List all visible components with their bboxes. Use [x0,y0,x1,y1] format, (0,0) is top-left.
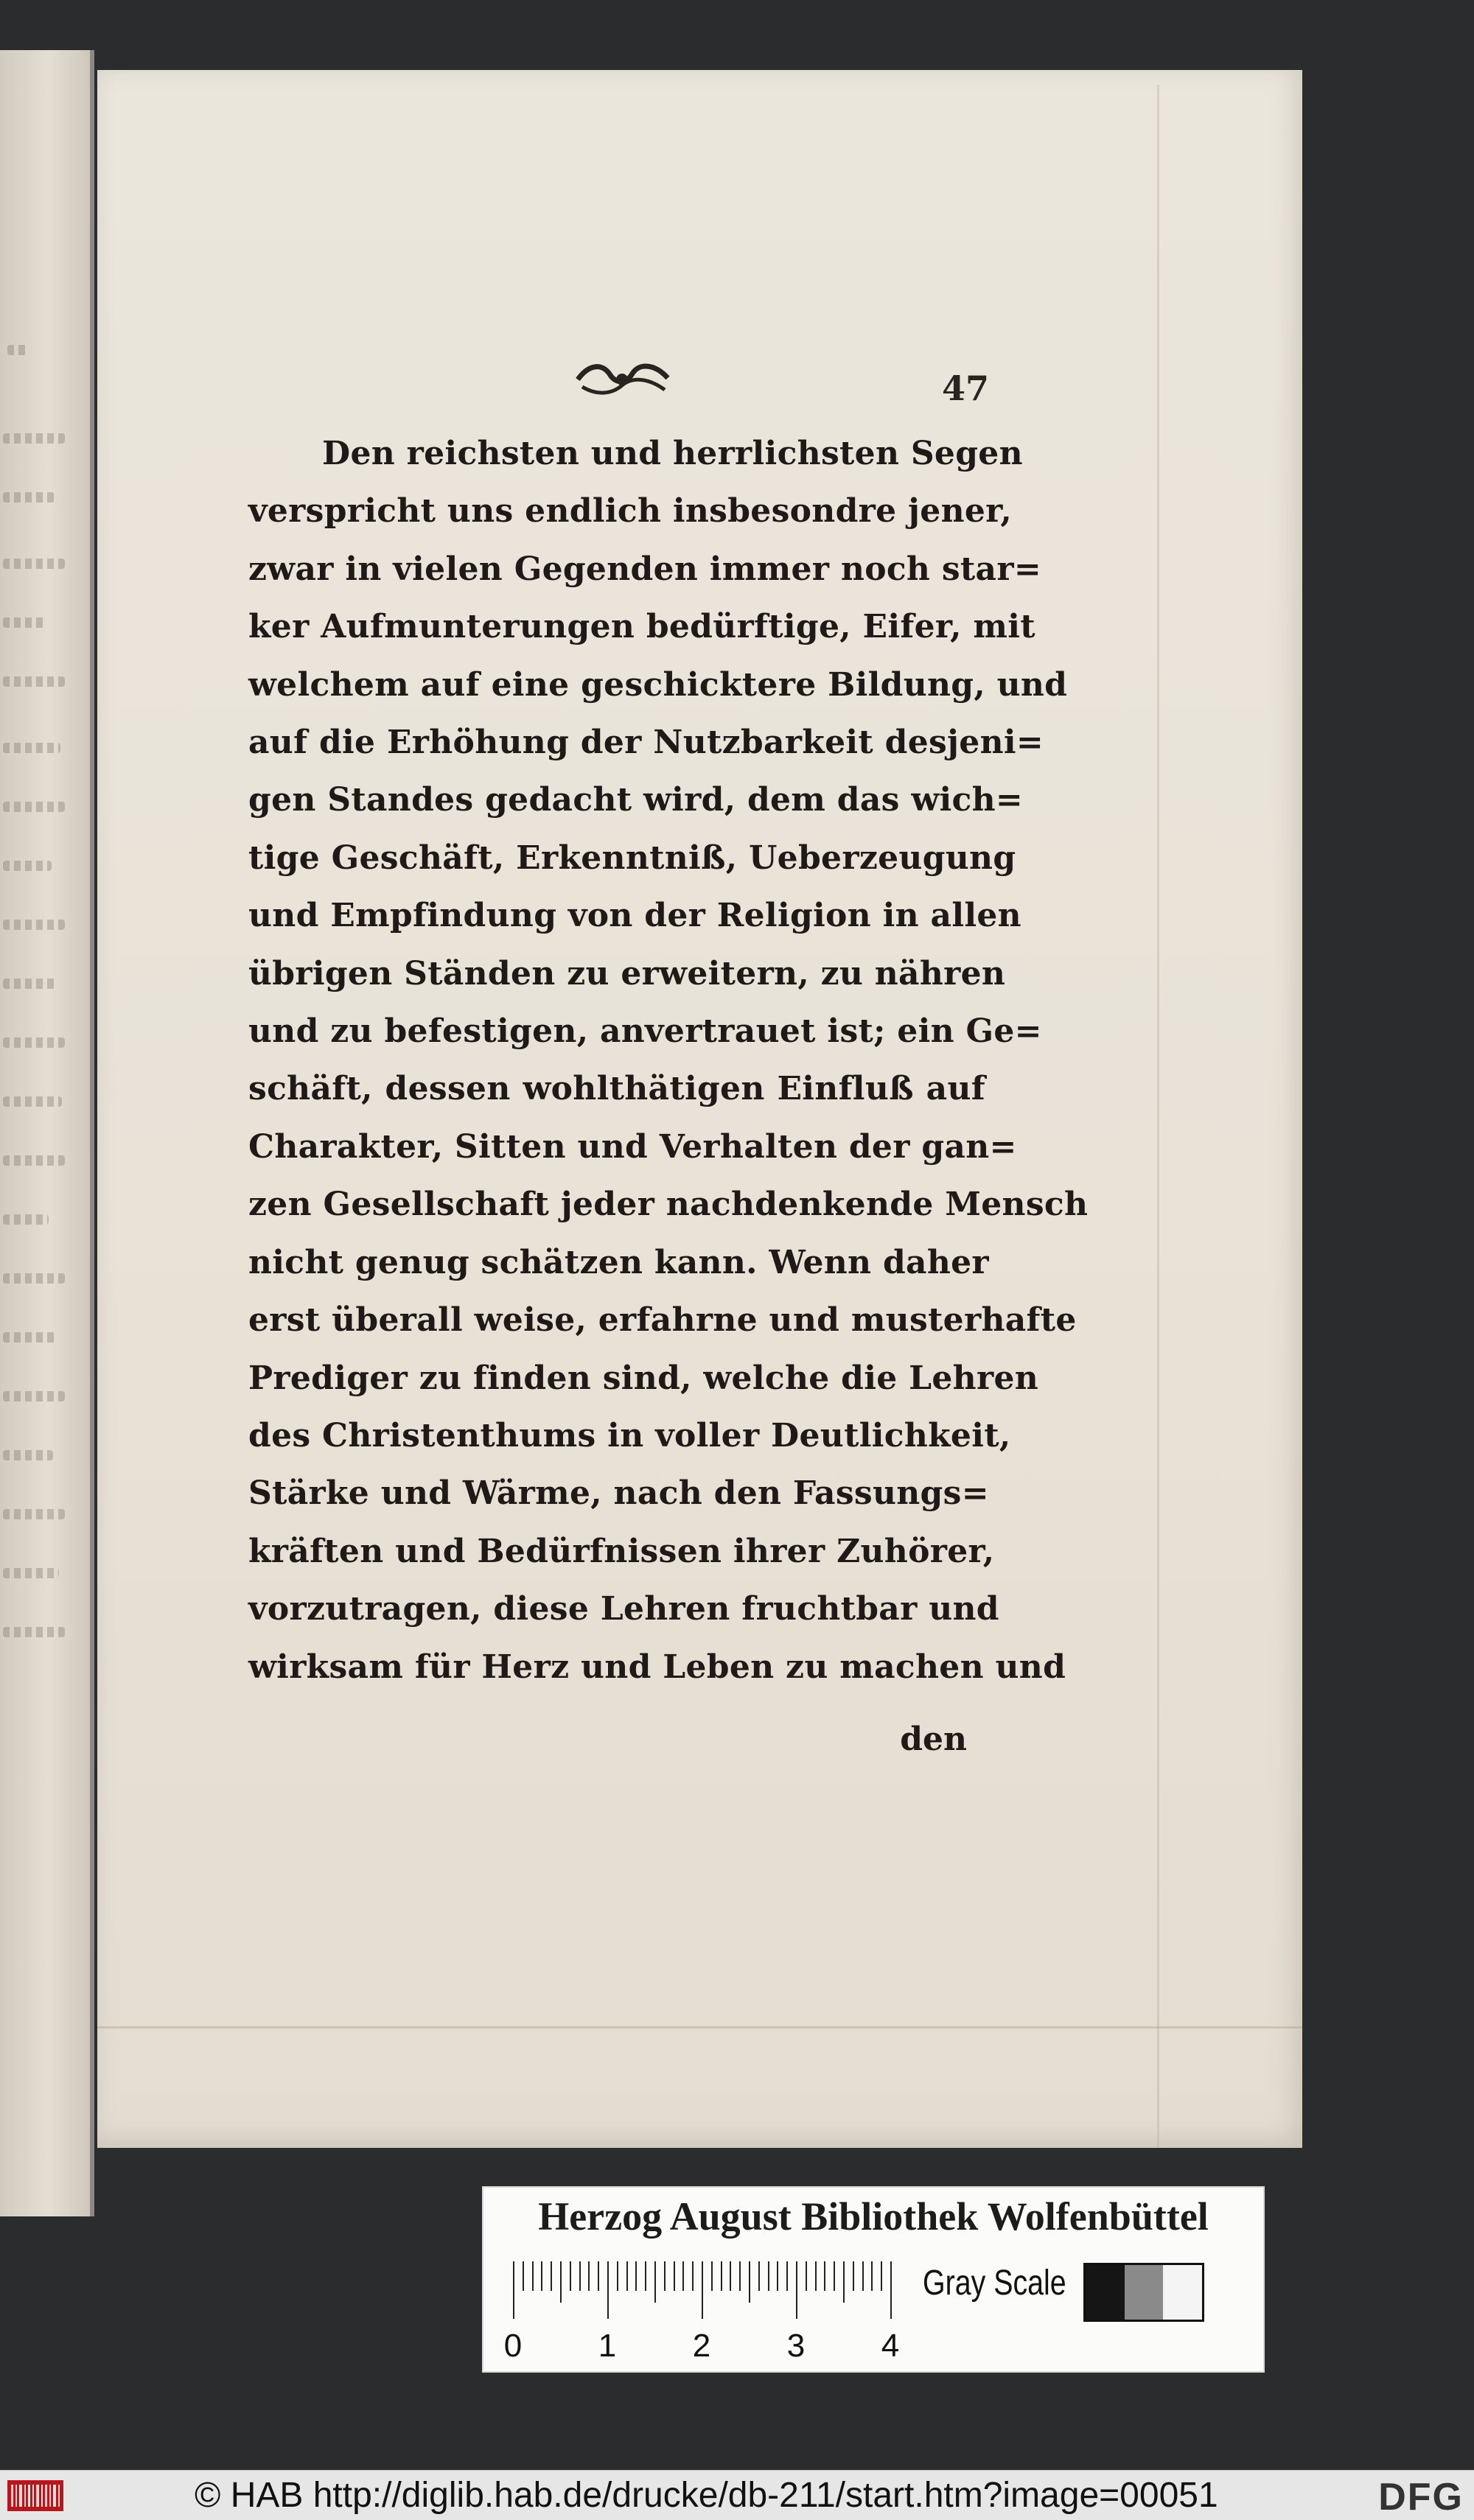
ruler-tick [834,2261,835,2291]
text-line: und Empfindung von der Religion in allen [248,897,1021,935]
footer-bar [0,2470,1474,2520]
ruler-tick [730,2261,731,2291]
ruler-tick [843,2261,845,2303]
ruler-tick [871,2261,873,2291]
ruler-tick [598,2261,599,2291]
ruler-label: 4 [881,2328,900,2364]
text-line: auf die Erhöhung der Nutzbarkeit desjeni= [248,724,1044,762]
text-line: tige Geschäft, Erkenntniß, Ueberzeugung [248,839,1016,877]
ruler-tick [702,2261,703,2319]
ruler-tick [786,2261,788,2291]
ruler-tick [682,2261,684,2291]
ruler-tick [721,2261,722,2291]
ruler-tick [768,2261,769,2291]
chart-title: Herzog August Bibliothek Wolfenbüttel [538,2194,1209,2239]
ruler-tick [806,2261,807,2291]
gray-scale-label: Gray Scale [923,2264,1066,2303]
ruler-tick [617,2261,618,2291]
text-line: zen Gesellschaft jeder nachdenkende Mensch [248,1186,1089,1224]
catchword: den [900,1721,967,1758]
text-line: wirksam für Herz und Leben zu machen und [248,1648,1066,1686]
ruler-tick [674,2261,675,2291]
ruler-tick [739,2261,741,2291]
ruler-tick [692,2261,694,2291]
text-line: und zu befestigen, anvertrauet ist; ein Ge= [248,1012,1042,1051]
ruler-tick [579,2261,581,2291]
text-line: übrigen Ständen zu erweitern, zu nähren [248,954,1006,993]
text-line: Den reichsten und herrlichsten Segen [322,435,1023,472]
page-number: 47 [941,368,989,408]
text-line: kräften und Bedürfnissen ihrer Zuhörer, [248,1532,995,1570]
copyright-link[interactable]: © HAB http://diglib.hab.de/drucke/db-211/start.htm?image=00051 [195,2476,1218,2515]
text-line: verspricht uns endlich insbesondre jener, [248,492,1013,531]
book-page [97,70,1302,2148]
text-line: Prediger zu finden sind, welche die Lehren [248,1359,1039,1397]
scale-ruler [513,2261,896,2320]
ruler-tick [645,2261,646,2291]
body-text [248,425,1089,1696]
ruler-tick [560,2261,562,2303]
ruler-tick [513,2261,514,2319]
gray-swatch-mid [1125,2265,1164,2320]
ruler-tick [664,2261,666,2291]
previous-page-edge [0,50,94,2216]
ruler-tick [890,2261,892,2319]
ruler-tick [635,2261,637,2291]
ruler-label: 2 [692,2328,711,2364]
text-line: schäft, dessen wohlthätigen Einfluß auf [248,1070,985,1108]
color-reference-chart [482,2186,1265,2373]
ruler-tick [824,2261,825,2291]
text-line: Stärke und Wärme, nach den Fassungs= [248,1474,989,1513]
ruler-tick [607,2261,609,2319]
dfg-logo[interactable]: DFG [1378,2476,1464,2519]
text-line: gen Standes gedacht wird, dem das wich= [248,781,1024,819]
text-line: zwar in vielen Gegenden immer noch star= [248,550,1041,588]
ruler-labels [503,2328,955,2365]
ruler-tick [626,2261,628,2291]
page-fold-line [1157,85,1159,2148]
text-line: Charakter, Sitten und Verhalten der gan= [248,1127,1017,1166]
gray-swatch-black [1086,2265,1125,2320]
text-line: erst überall weise, erfahrne und musterhafte [248,1301,1077,1340]
ruler-tick [588,2261,590,2291]
ruler-tick [711,2261,713,2291]
ruler-tick [541,2261,542,2291]
ruler-tick [796,2261,797,2319]
ruler-tick [654,2261,656,2303]
ruler-tick [523,2261,524,2291]
ruler-tick [551,2261,552,2291]
ruler-tick [881,2261,882,2291]
text-line: nicht genug schätzen kann. Wenn daher [248,1243,989,1281]
text-line: vorzutragen, diese Lehren fruchtbar und [248,1590,999,1628]
ruler-tick [749,2261,750,2303]
printers-ornament-icon [575,357,672,402]
ruler-tick [862,2261,864,2291]
ruler-tick [532,2261,534,2291]
ruler-tick [758,2261,760,2291]
ruler-label: 0 [503,2328,523,2364]
barcode-logo-icon[interactable] [7,2480,63,2511]
gray-swatch-white [1163,2265,1202,2320]
gray-scale-swatch [1083,2263,1204,2322]
ruler-label: 1 [598,2328,617,2364]
ruler-label: 3 [786,2328,806,2364]
ruler-tick [570,2261,571,2291]
ruler-tick [853,2261,854,2291]
ruler-tick [777,2261,778,2291]
text-line: des Christenthums in voller Deutlichkeit, [248,1416,1011,1455]
ruler-tick [815,2261,817,2291]
text-line: welchem auf eine geschicktere Bildung, und [248,665,1068,704]
text-line: ker Aufmunterungen bedürftige, Eifer, mit [248,608,1035,646]
